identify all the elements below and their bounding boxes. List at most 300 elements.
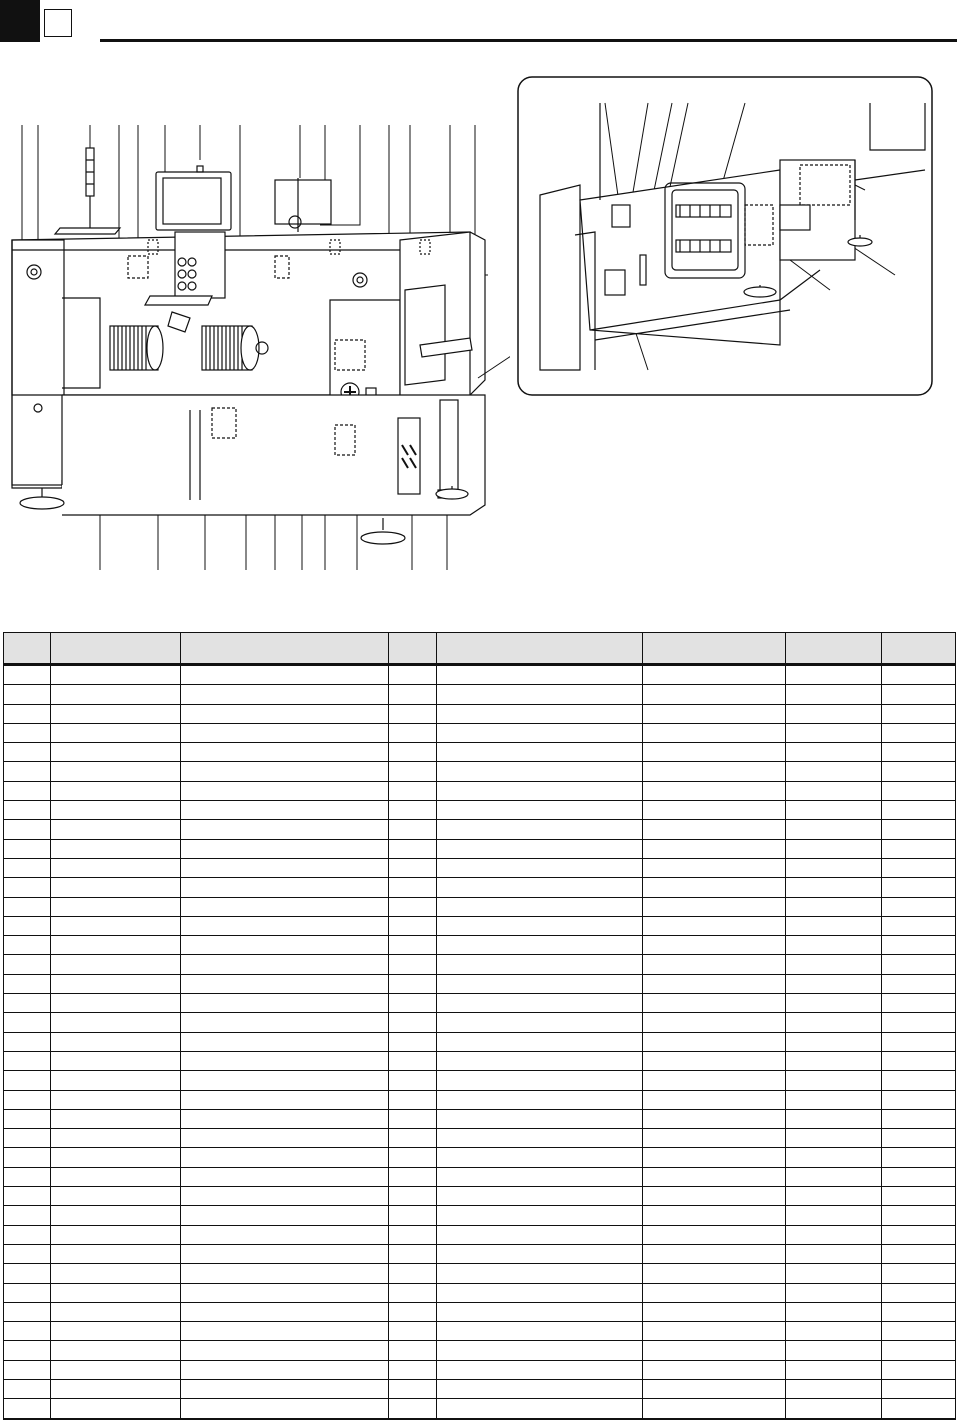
table-cell <box>786 1206 882 1225</box>
table-cell <box>4 1109 51 1128</box>
table-cell <box>786 1148 882 1167</box>
table-cell <box>51 974 181 993</box>
table-cell <box>181 1013 389 1032</box>
table-cell <box>51 916 181 935</box>
table-row <box>4 1167 956 1186</box>
table-cell <box>181 936 389 955</box>
table-cell <box>181 723 389 742</box>
table-cell <box>786 781 882 800</box>
table-cell <box>882 1032 956 1051</box>
table-cell <box>4 723 51 742</box>
table-cell <box>882 781 956 800</box>
table-cell <box>437 723 643 742</box>
table-cell <box>51 1090 181 1109</box>
table-cell <box>643 1148 786 1167</box>
table-cell <box>389 974 437 993</box>
table-cell <box>786 858 882 877</box>
table-cell <box>181 762 389 781</box>
table-cell <box>786 1360 882 1379</box>
table-cell <box>389 685 437 704</box>
table-cell <box>643 1187 786 1206</box>
table-cell <box>389 1148 437 1167</box>
table-cell <box>4 704 51 723</box>
table-cell <box>51 665 181 685</box>
table-cell <box>643 1244 786 1263</box>
table-cell <box>882 1109 956 1128</box>
table-cell <box>643 1341 786 1360</box>
table-cell <box>389 704 437 723</box>
table-cell <box>51 858 181 877</box>
table-cell <box>51 897 181 916</box>
table-cell <box>389 1167 437 1186</box>
table-cell <box>181 1302 389 1321</box>
table-row <box>4 820 956 839</box>
table-row <box>4 704 956 723</box>
table-cell <box>181 1032 389 1051</box>
table-cell <box>643 1379 786 1398</box>
table-cell <box>437 1341 643 1360</box>
table-cell <box>389 1399 437 1419</box>
table-cell <box>786 1109 882 1128</box>
table-cell <box>643 1129 786 1148</box>
table-cell <box>51 1283 181 1302</box>
table-cell <box>643 723 786 742</box>
table-cell <box>4 955 51 974</box>
table-cell <box>181 685 389 704</box>
table-cell <box>437 1090 643 1109</box>
table-cell <box>882 878 956 897</box>
table-row <box>4 743 956 762</box>
table-row <box>4 1244 956 1263</box>
table-cell <box>51 1109 181 1128</box>
table-cell <box>4 801 51 820</box>
table-cell <box>4 1302 51 1321</box>
table-cell <box>181 1206 389 1225</box>
table-cell <box>882 1206 956 1225</box>
table-cell <box>4 936 51 955</box>
table-cell <box>882 723 956 742</box>
table-cell <box>643 1360 786 1379</box>
table-cell <box>181 1051 389 1070</box>
table-cell <box>181 1187 389 1206</box>
table-cell <box>389 1322 437 1341</box>
table-cell <box>389 743 437 762</box>
table-cell <box>882 1341 956 1360</box>
table-cell <box>643 858 786 877</box>
table-cell <box>389 1244 437 1263</box>
table-cell <box>389 1360 437 1379</box>
table-cell <box>786 878 882 897</box>
table-cell <box>786 916 882 935</box>
table-cell <box>389 1206 437 1225</box>
table-cell <box>786 743 882 762</box>
table-cell <box>437 1013 643 1032</box>
table-row <box>4 1283 956 1302</box>
table-cell <box>643 820 786 839</box>
table-row <box>4 1148 956 1167</box>
table-cell <box>786 1167 882 1186</box>
table-cell <box>882 1322 956 1341</box>
table-cell <box>437 1206 643 1225</box>
table-cell <box>643 1302 786 1321</box>
table-cell <box>181 743 389 762</box>
table-row <box>4 762 956 781</box>
table-cell <box>181 781 389 800</box>
table-cell <box>643 1167 786 1186</box>
table-cell <box>181 1090 389 1109</box>
table-cell <box>882 994 956 1013</box>
table-cell <box>4 897 51 916</box>
table-cell <box>786 1187 882 1206</box>
table-cell <box>786 1225 882 1244</box>
table-cell <box>389 936 437 955</box>
table-cell <box>882 916 956 935</box>
table-cell <box>389 1379 437 1398</box>
table-cell <box>4 1322 51 1341</box>
table-cell <box>882 1167 956 1186</box>
table-row <box>4 1129 956 1148</box>
table-cell <box>437 762 643 781</box>
table-cell <box>51 839 181 858</box>
table-cell <box>437 994 643 1013</box>
table-cell <box>389 1187 437 1206</box>
table-cell <box>437 1399 643 1419</box>
table-cell <box>181 974 389 993</box>
table-cell <box>51 1032 181 1051</box>
table-cell <box>786 897 882 916</box>
table-cell <box>437 1167 643 1186</box>
table-cell <box>882 1090 956 1109</box>
table-cell <box>51 1264 181 1283</box>
table-cell <box>786 704 882 723</box>
table-cell <box>643 1109 786 1128</box>
table-cell <box>51 1225 181 1244</box>
table-row <box>4 1206 956 1225</box>
table-cell <box>4 685 51 704</box>
table-cell <box>181 820 389 839</box>
table-row <box>4 1322 956 1341</box>
table-cell <box>437 839 643 858</box>
table-cell <box>882 1302 956 1321</box>
table-cell <box>181 839 389 858</box>
table-cell <box>786 1379 882 1398</box>
table-cell <box>181 1109 389 1128</box>
table-cell <box>437 878 643 897</box>
table-row <box>4 878 956 897</box>
table-cell <box>51 994 181 1013</box>
table-cell <box>643 974 786 993</box>
table-cell <box>437 1379 643 1398</box>
table-cell <box>51 820 181 839</box>
table-cell <box>389 839 437 858</box>
table-cell <box>643 665 786 685</box>
table-row <box>4 897 956 916</box>
table-cell <box>4 743 51 762</box>
table-cell <box>181 858 389 877</box>
table-cell <box>389 1051 437 1070</box>
col-header <box>389 633 437 665</box>
table-cell <box>437 1129 643 1148</box>
table-cell <box>437 665 643 685</box>
table-cell <box>643 685 786 704</box>
col-header <box>4 633 51 665</box>
table-cell <box>882 704 956 723</box>
table-cell <box>437 1051 643 1070</box>
table-cell <box>4 1264 51 1283</box>
table-cell <box>181 1379 389 1398</box>
table-cell <box>437 916 643 935</box>
table-row <box>4 1225 956 1244</box>
title-rule <box>100 39 957 42</box>
table-cell <box>882 897 956 916</box>
table-cell <box>4 1379 51 1398</box>
table-cell <box>4 1051 51 1070</box>
table-cell <box>51 723 181 742</box>
table-cell <box>882 974 956 993</box>
table-cell <box>51 1379 181 1398</box>
table-cell <box>4 1283 51 1302</box>
table-cell <box>437 936 643 955</box>
table-cell <box>882 1264 956 1283</box>
table-cell <box>181 1283 389 1302</box>
table-cell <box>786 1129 882 1148</box>
table-cell <box>882 839 956 858</box>
table-cell <box>437 685 643 704</box>
table-cell <box>389 955 437 974</box>
table-cell <box>786 974 882 993</box>
table-cell <box>4 1032 51 1051</box>
table-cell <box>389 820 437 839</box>
table-cell <box>4 1071 51 1090</box>
table-cell <box>882 801 956 820</box>
table-cell <box>389 801 437 820</box>
table-cell <box>786 1051 882 1070</box>
table-cell <box>437 781 643 800</box>
table-cell <box>882 685 956 704</box>
table-cell <box>643 839 786 858</box>
table-cell <box>882 1071 956 1090</box>
table-cell <box>786 723 882 742</box>
table-cell <box>181 1322 389 1341</box>
table-cell <box>181 955 389 974</box>
table-cell <box>882 1399 956 1419</box>
table-cell <box>786 1090 882 1109</box>
table-cell <box>786 801 882 820</box>
table-cell <box>437 858 643 877</box>
table-cell <box>643 1090 786 1109</box>
table-row <box>4 936 956 955</box>
table-cell <box>437 1032 643 1051</box>
table-row <box>4 665 956 685</box>
table-cell <box>181 1399 389 1419</box>
table-cell <box>389 994 437 1013</box>
table-cell <box>786 820 882 839</box>
table-cell <box>51 1244 181 1263</box>
table-cell <box>4 1341 51 1360</box>
table-cell <box>389 723 437 742</box>
table-cell <box>389 1109 437 1128</box>
table-cell <box>437 1244 643 1263</box>
table-cell <box>51 743 181 762</box>
table-cell <box>882 1129 956 1148</box>
table-cell <box>4 1167 51 1186</box>
table-cell <box>643 1264 786 1283</box>
col-header <box>882 633 956 665</box>
table-cell <box>643 955 786 974</box>
table-row <box>4 723 956 742</box>
table-cell <box>51 1071 181 1090</box>
table-row <box>4 858 956 877</box>
table-cell <box>389 1225 437 1244</box>
table-row <box>4 1071 956 1090</box>
table-cell <box>389 665 437 685</box>
table-row <box>4 1013 956 1032</box>
table-cell <box>181 1264 389 1283</box>
table-cell <box>389 762 437 781</box>
table-cell <box>389 1283 437 1302</box>
table-cell <box>437 801 643 820</box>
table-cell <box>389 878 437 897</box>
table-row <box>4 1360 956 1379</box>
table-cell <box>51 1399 181 1419</box>
table-cell <box>4 839 51 858</box>
table-cell <box>4 1399 51 1419</box>
table-cell <box>437 1302 643 1321</box>
table-cell <box>51 1148 181 1167</box>
table-cell <box>181 1148 389 1167</box>
table-cell <box>4 974 51 993</box>
table-cell <box>437 1283 643 1302</box>
table-cell <box>51 1322 181 1341</box>
table-cell <box>51 1341 181 1360</box>
table-cell <box>4 916 51 935</box>
table-cell <box>51 801 181 820</box>
table-cell <box>643 1071 786 1090</box>
table-cell <box>643 897 786 916</box>
table-cell <box>437 897 643 916</box>
table-cell <box>51 781 181 800</box>
table-row <box>4 1341 956 1360</box>
table-cell <box>786 1302 882 1321</box>
table-cell <box>181 897 389 916</box>
table-cell <box>181 878 389 897</box>
table-cell <box>51 1187 181 1206</box>
table-cell <box>181 704 389 723</box>
col-header <box>786 633 882 665</box>
table-cell <box>51 1206 181 1225</box>
table-cell <box>643 1225 786 1244</box>
table-row <box>4 781 956 800</box>
table-cell <box>643 743 786 762</box>
section-number-box <box>44 9 72 37</box>
table-cell <box>181 916 389 935</box>
table-cell <box>643 936 786 955</box>
table-row <box>4 1090 956 1109</box>
col-header <box>51 633 181 665</box>
table-cell <box>882 1013 956 1032</box>
table-row <box>4 1109 956 1128</box>
table-cell <box>786 685 882 704</box>
table-cell <box>643 994 786 1013</box>
table-cell <box>389 781 437 800</box>
table-cell <box>51 1360 181 1379</box>
table-row <box>4 685 956 704</box>
table-cell <box>643 762 786 781</box>
table-cell <box>4 994 51 1013</box>
table-row <box>4 1264 956 1283</box>
table-row <box>4 1302 956 1321</box>
table-cell <box>51 1013 181 1032</box>
table-cell <box>51 704 181 723</box>
table-cell <box>786 1322 882 1341</box>
table-cell <box>882 1244 956 1263</box>
table-cell <box>181 1225 389 1244</box>
table-cell <box>882 1187 956 1206</box>
table-cell <box>4 665 51 685</box>
table-cell <box>882 1148 956 1167</box>
table-cell <box>643 1283 786 1302</box>
table-row <box>4 839 956 858</box>
table-cell <box>4 1148 51 1167</box>
table-body <box>4 665 956 1419</box>
col-header <box>643 633 786 665</box>
table-cell <box>181 1341 389 1360</box>
table-cell <box>437 1148 643 1167</box>
table-cell <box>181 801 389 820</box>
table-cell <box>643 1399 786 1419</box>
table-cell <box>882 1360 956 1379</box>
table-cell <box>643 1322 786 1341</box>
table-row <box>4 955 956 974</box>
machine-front-view <box>0 110 510 580</box>
table-cell <box>4 1129 51 1148</box>
table-cell <box>389 1032 437 1051</box>
table-cell <box>437 1225 643 1244</box>
table-row <box>4 1032 956 1051</box>
table-cell <box>389 1090 437 1109</box>
table-cell <box>786 1013 882 1032</box>
table-row <box>4 916 956 935</box>
table-cell <box>4 1013 51 1032</box>
table-cell <box>181 1244 389 1263</box>
table-cell <box>181 994 389 1013</box>
table-cell <box>437 1360 643 1379</box>
table-cell <box>389 916 437 935</box>
table-row <box>4 994 956 1013</box>
table-cell <box>389 1129 437 1148</box>
table-cell <box>882 1379 956 1398</box>
table-cell <box>643 781 786 800</box>
parts-table <box>3 632 956 1420</box>
table-row <box>4 801 956 820</box>
table-cell <box>786 762 882 781</box>
table-cell <box>437 955 643 974</box>
table-cell <box>51 1129 181 1148</box>
table-cell <box>643 878 786 897</box>
table-cell <box>4 762 51 781</box>
table-cell <box>882 858 956 877</box>
table-cell <box>786 994 882 1013</box>
table-cell <box>4 1090 51 1109</box>
table-cell <box>437 974 643 993</box>
table-cell <box>643 704 786 723</box>
col-header <box>181 633 389 665</box>
table-cell <box>882 955 956 974</box>
table-cell <box>4 878 51 897</box>
table-cell <box>389 1302 437 1321</box>
table-cell <box>882 1051 956 1070</box>
table-cell <box>437 820 643 839</box>
